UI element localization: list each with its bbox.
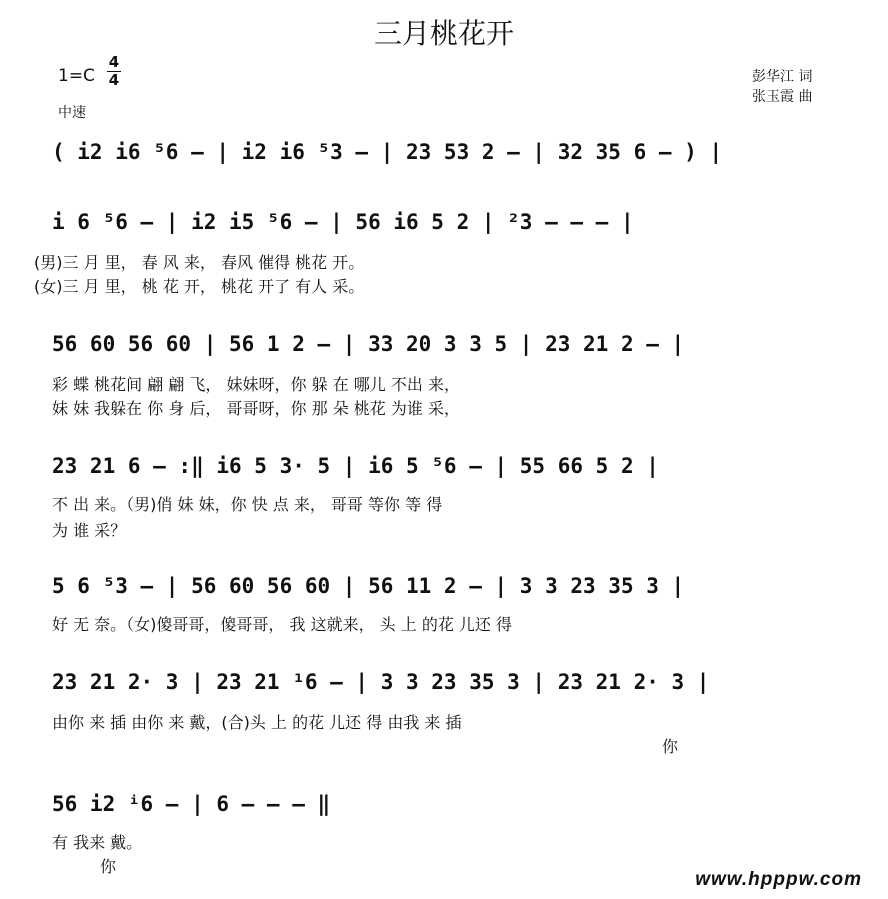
notation-line-1: ( i2 i6 ⁵6 – | i2 i6 ⁵3 – | 23 53 2 – | 32 35 6 – ) | [52, 140, 723, 164]
lyric-line-5a: 好 无 奈。（女)傻哥哥，傻哥哥， 我 这就来， 头 上 的花 儿还 得 [52, 615, 513, 634]
watermark-url: www.hpppw.com [695, 869, 862, 890]
lyric-line-7b: 你 [100, 857, 117, 876]
time-sig-denominator: 4 [108, 71, 120, 89]
composer-credit: 张玉霞 曲 [752, 89, 813, 105]
notation-line-3: 56 60 56 60 | 56 1 2 – | 33 20 3 3 5 | 23 21 2 – | [52, 332, 685, 356]
lyric-line-7a: 有 我来 戴。 [52, 833, 143, 852]
time-signature [106, 54, 122, 89]
lyric-line-2b: (女)三 月 里， 桃 花 开， 桃花 开了 有人 采。 [34, 277, 365, 296]
notation-line-7: 56 i2 ⁱ6 – | 6 – – – ‖ [52, 792, 331, 816]
lyric-line-4b: 为 谁 采？ [52, 521, 127, 540]
lyricist-credit: 彭华江 词 [752, 69, 813, 85]
lyric-line-3b: 妹 妹 我躲在 你 身 后， 哥哥呀，你 那 朵 桃花 为谁 采， [52, 399, 460, 418]
key-signature: 1=C [58, 66, 95, 86]
notation-line-5: 5 6 ⁵3 – | 56 60 56 60 | 56 11 2 – | 3 3 23 35 3 | [52, 574, 685, 598]
lyric-line-3a: 彩 蝶 桃花间 翩 翩 飞， 妹妹呀，你 躲 在 哪儿 不出 来， [52, 375, 460, 394]
lyric-line-2a: (男)三 月 里， 春 风 来， 春风 催得 桃花 开。 [34, 253, 365, 272]
lyric-line-4a: 不 出 来。（男)俏 妹 妹，你 快 点 来， 哥哥 等你 等 得 [52, 495, 443, 514]
song-title: 三月桃花开 [373, 17, 514, 50]
tempo-marking: 中速 [58, 105, 86, 121]
lyric-line-6b: 你 [662, 737, 679, 756]
lyric-line-6a: 由你 来 插 由你 来 戴，(合)头 上 的花 儿还 得 由我 来 插 [52, 713, 462, 732]
notation-line-4: 23 21 6 – :‖ i6 5 3· 5 | i6 5 ⁵6 – | 55 66 5 2 | [52, 454, 659, 478]
notation-line-6: 23 21 2· 3 | 23 21 ¹6 – | 3 3 23 35 3 | 23 21 2· 3 | [52, 670, 710, 694]
time-sig-numerator: 4 [108, 53, 120, 71]
notation-line-2: i 6 ⁵6 – | i2 i5 ⁵6 – | 56 i6 5 2 | ²3 – – – | [52, 210, 634, 234]
